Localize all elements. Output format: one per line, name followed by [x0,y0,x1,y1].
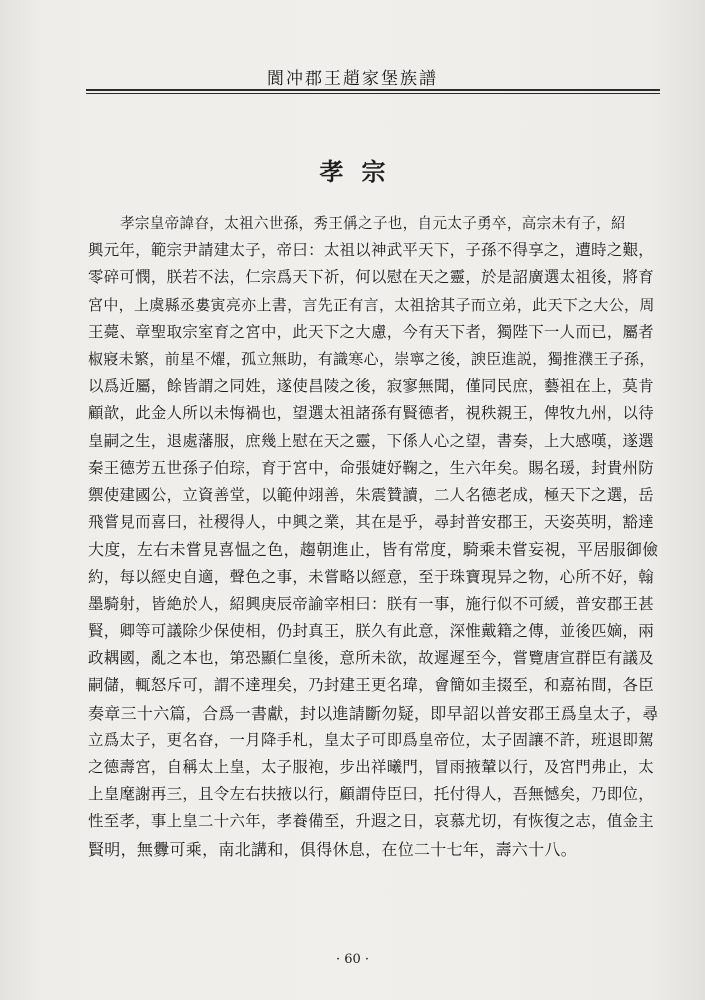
header-rule-thick [86,89,660,91]
body-line: 禦使建國公，立資善堂，以範仲翊善，朱震贊讀，二人名德老成，極天下之選，岳 [88,486,654,505]
body-text [88,210,660,863]
body-line: 賢，卿等可議除少保使相，仍封真王，朕久有此意，深惟戴籍之傳，並後匹嫡，兩 [88,622,654,641]
chapter-title: 孝宗 [319,157,404,186]
body-line: 顧歆，此金人所以未悔禍也，望選太祖諸孫有賢德者，視秩親王，俾牧九州，以待 [88,404,654,423]
body-line: 墨騎射，皆絶於人，紹興庚辰帝諭宰相曰：朕有一事，施行似不可緩，普安郡王甚 [88,594,654,613]
body-line: 嗣儲，輒怒斥可，謂不達理矣，乃封建王更名瑋，會簡如圭掇至，和嘉祐間，各臣 [88,676,654,695]
body-line: 孝宗皇帝諱昚，太祖六世孫，秀王偁之子也，自元太子勇卒，高宗未有子，紹 [120,215,626,232]
body-line: 王薨、章聖取宗室育之宮中，此天下之大慮，今有天下者，獨陛下一人而已，屬者 [88,322,654,341]
body-line: 皇嗣之生，退處藩服，庶幾上慰在天之靈，下係人心之望，書奏，上大感嘆，遂選 [88,431,654,450]
body-line: 以爲近屬，餘皆謂之同姓，遂使昌陵之後，寂寥無聞，僅同民庶，藝祖在上，莫肯 [88,377,654,396]
body-line: 飛嘗見而喜曰，社稷得人，中興之業，其在是乎，尋封普安郡王，天姿英明，豁達 [88,513,654,532]
body-line: 零碎可憫，朕若不法，仁宗爲天下祈，何以慰在天之靈，於是詔廣選太祖後，將育 [88,268,654,287]
body-line: 奏章三十六篇，合爲一書獻，封以進請斷勿疑，即早詔以普安郡王爲皇太子，尋 [88,703,659,723]
body-line: 大度，左右未嘗見喜愠之色，趨朝進止，皆有常度，騎乘未嘗妄視，平居服御儉 [88,540,659,560]
body-line: 上皇麾謝再三，且令左右扶掖以行，顧謂侍臣曰，托付得人，吾無憾矣，乃即位， [88,785,654,804]
body-line: 興元年，範宗尹請建太子，帝曰：太祖以神武平天下，子孫不得享之，遭時之艱， [88,241,654,260]
body-line: 賢明，無釁可乘，南北講和，俱得休息，在位二十七年，壽六十八。 [88,839,578,859]
body-line: 之德壽宮，自稱太上皇，太子服袍，步出祥曦門，冒雨掖輦以行，及宮門弗止，太 [88,758,654,777]
header-rule-thin [86,93,660,94]
body-line: 立爲太子，更名昚，一月降手札，皇太子可即爲皇帝位，太子固讓不許，班退即駕 [88,730,654,749]
body-line: 約，每以經史自適，聲色之事，未嘗略以經意，至于珠寶現异之物，心所不好，翰 [88,567,654,586]
running-header-title: 閬冲郡王趙家堡族譜 [267,69,438,89]
page-number: · 60 · [335,952,370,967]
body-line: 椒寢未繁，前星不燿，孤立無助，有識寒心，崇寧之後，諛臣進説，獨推濮王子孫， [88,350,655,369]
body-line: 政耦國，亂之本也，第恐顯仁皇後，意所未欲，故遲遲至今，嘗覽唐宣群臣有議及 [88,649,654,668]
body-line: 性至孝，事上皇二十六年，孝養備至，升遐之日，哀慕尤切，有恢復之志，值金主 [88,812,654,831]
body-line: 宮中，上虞縣丞婁寅亮亦上書，言先正有言，太祖捨其子而立弟，此天下之大公，周 [88,295,655,314]
body-line: 秦王德芳五世孫子伯琮，育于宮中，命張婕妤鞠之，生六年矣。賜名瑗，封貴州防 [88,458,654,477]
